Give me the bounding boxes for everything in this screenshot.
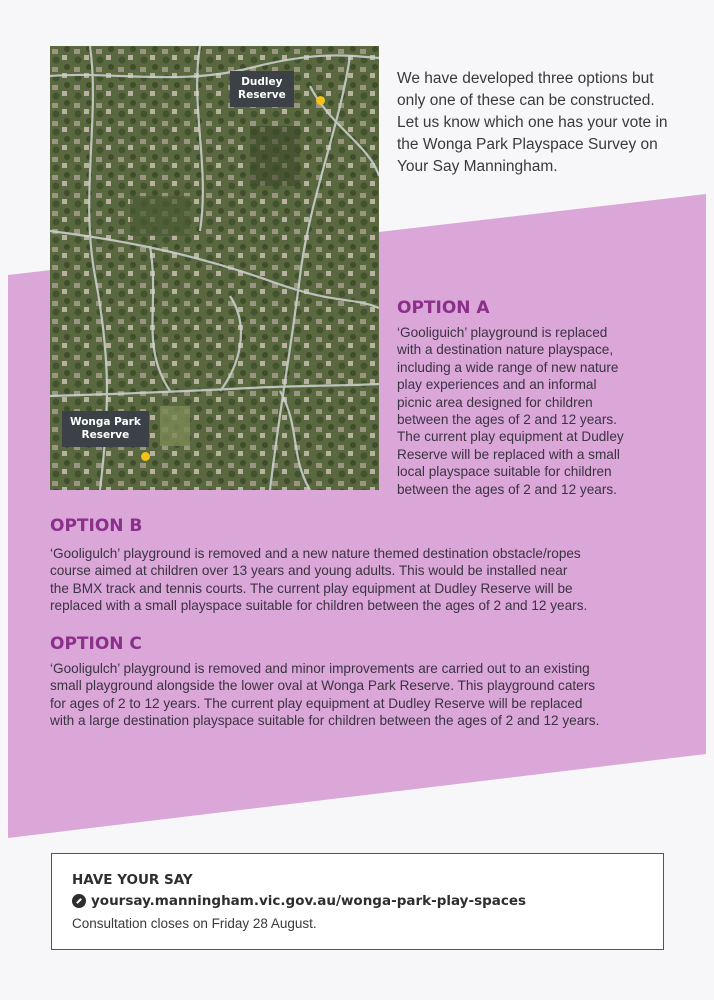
option-b-line: the BMX track and tennis courts. The current play equipment at Dudley Reserve will be bbox=[50, 580, 573, 596]
dudley-reserve-label bbox=[230, 71, 294, 107]
option-c-line: for ages of 2 to 12 years. The current play equipment at Dudley Reserve will be replaced bbox=[50, 695, 583, 711]
option-a-line: The current play equipment at Dudley bbox=[397, 429, 624, 445]
dudley-reserve-marker bbox=[316, 96, 325, 105]
option-a-line: play experiences and an informal bbox=[397, 377, 597, 393]
option-a-body bbox=[397, 324, 697, 498]
option-c-body bbox=[50, 660, 680, 730]
consultation-closes-text: Consultation closes on Friday 28 August. bbox=[72, 916, 317, 931]
option-a-line: Reserve will be replaced with a small bbox=[397, 446, 620, 462]
option-c-line: with a large destination playspace suitable for children between the ages of 2 and 12 years. bbox=[50, 713, 600, 729]
wonga-park-reserve-label-text: Wonga Park Reserve bbox=[70, 416, 141, 441]
have-your-say-box bbox=[51, 853, 664, 950]
option-c-title: OPTION C bbox=[50, 634, 142, 654]
option-a-title: OPTION A bbox=[397, 298, 490, 318]
yoursay-link[interactable]: yoursay.manningham.vic.gov.au/wonga-park-play-spaces bbox=[91, 893, 527, 909]
aerial-map bbox=[50, 46, 379, 490]
have-your-say-link-row[interactable] bbox=[72, 893, 526, 909]
option-b-body bbox=[50, 545, 680, 615]
option-a-line: between the ages of 2 and 12 years. bbox=[397, 412, 617, 428]
dudley-reserve-label-text: Dudley Reserve bbox=[238, 76, 286, 101]
option-a-line: ‘Gooliguich’ playground is replaced bbox=[397, 325, 608, 340]
option-a-line: picnic area designed for children bbox=[397, 394, 593, 410]
wonga-park-reserve-marker bbox=[141, 452, 150, 461]
have-your-say-heading: HAVE YOUR SAY bbox=[72, 872, 193, 888]
link-icon bbox=[72, 894, 86, 908]
option-c-line: ‘Gooligulch’ playground is removed and minor improvements are carried out to an existing bbox=[50, 661, 590, 676]
option-c-line: small playground alongside the lower oval at Wonga Park Reserve. This playground caters bbox=[50, 678, 596, 694]
option-a-line: with a destination nature playspace, bbox=[397, 342, 614, 358]
option-b-line: replaced with a small playspace suitable for children between the ages of 2 and 12 years. bbox=[50, 598, 588, 614]
option-b-line: ‘Gooligulch’ playground is removed and a new nature themed destination obstacle/ropes bbox=[50, 546, 581, 561]
intro-paragraph: We have developed three options but only one of these can be constructed. Let us know which one has your vote in the Wonga Park Playspace Survey on Your Say Manningham. bbox=[397, 70, 668, 175]
option-b-title: OPTION B bbox=[50, 516, 143, 536]
wonga-park-reserve-label bbox=[62, 411, 149, 447]
option-a-line: including a wide range of new nature bbox=[397, 359, 619, 375]
option-b-line: course aimed at children over 13 years and young adults. This would be installed near bbox=[50, 563, 568, 579]
option-a-line: between the ages of 2 and 12 years. bbox=[397, 481, 617, 497]
option-a-line: local playspace suitable for children bbox=[397, 464, 612, 480]
